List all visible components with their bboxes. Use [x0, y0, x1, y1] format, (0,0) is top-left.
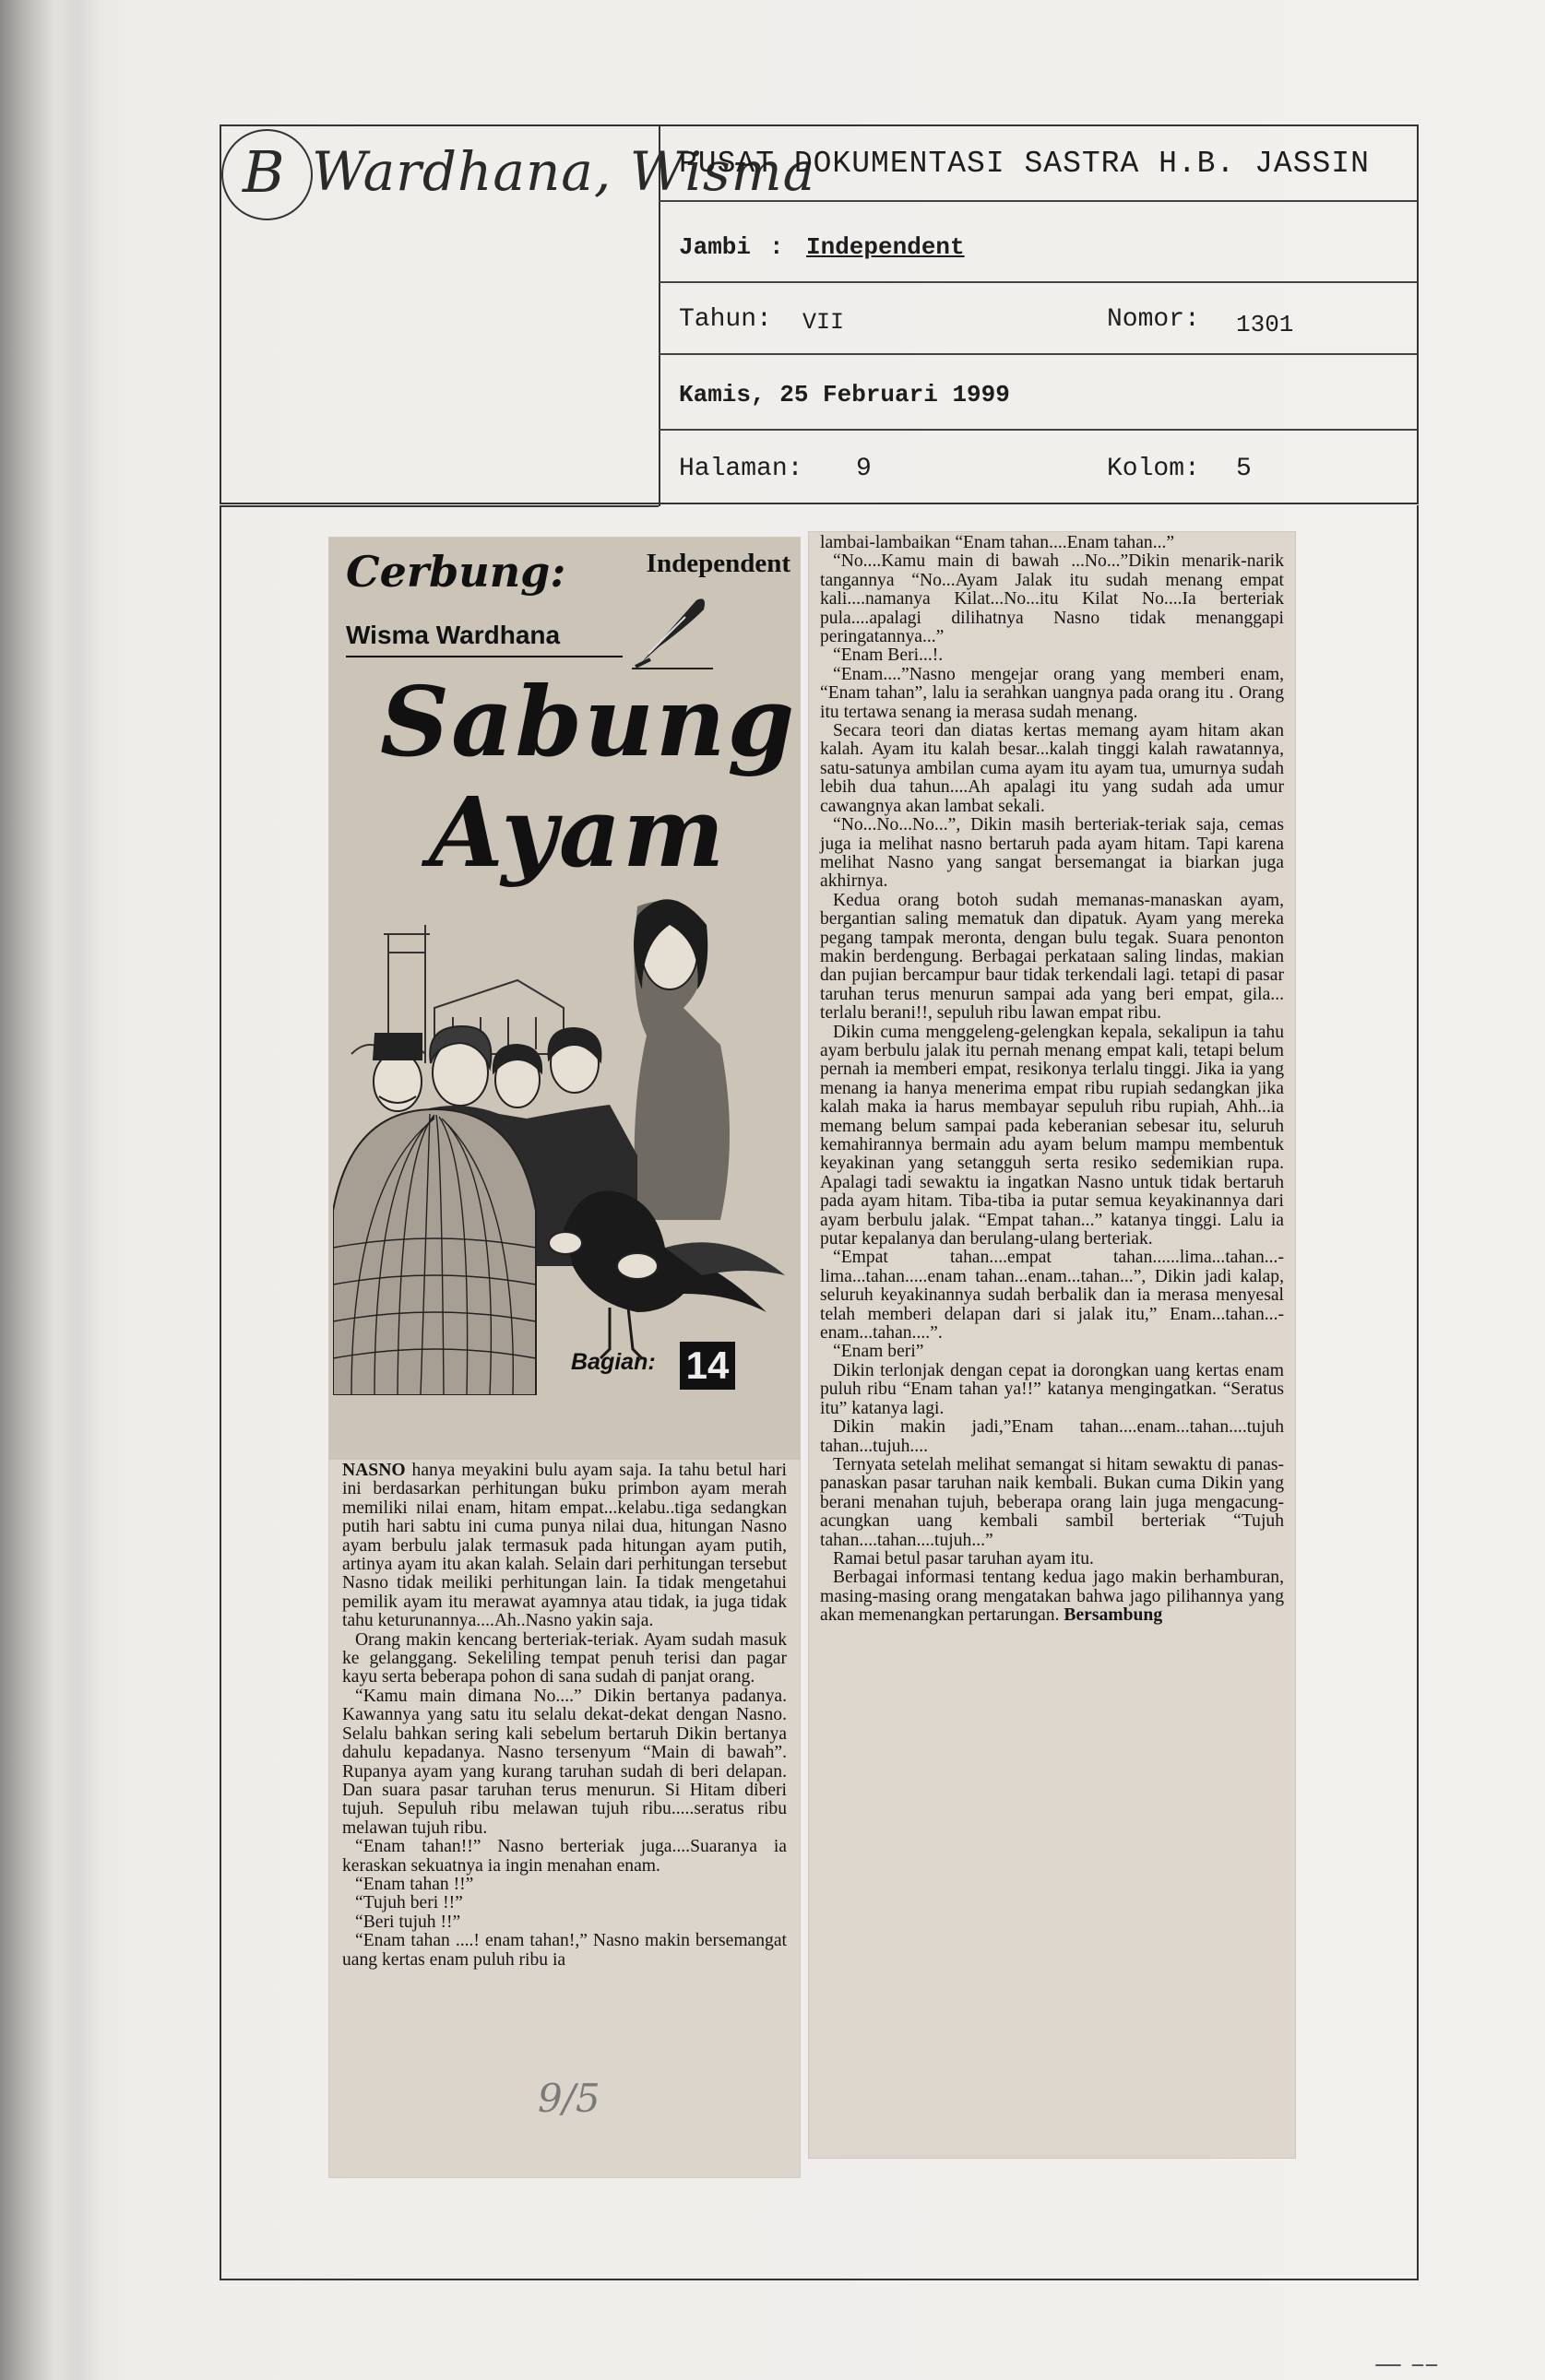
story-title-line2: Ayam	[429, 776, 727, 889]
paragraph: “Enam tahan!!” Nasno berteriak juga....Suaranya ia keraskan sekuatnya ia ingin menahan enam.	[342, 1837, 787, 1876]
archive-header-box	[220, 124, 1419, 504]
author-name: Wisma Wardhana	[346, 621, 561, 649]
paragraph: “Enam beri”	[833, 1342, 924, 1362]
paragraph-text: hanya meyakini bulu ayam saja. Ia tahu betul hari ini berdasarkan perhitungan buku primbon ayam merah memiliki nilai enam, hitam empat...kelabu..tiga sedangkan putih hari sabtu ini cuma punya nilai dua, hitungan Nasno ayam berbulu jalak termasuk pada hitungan ayam putih, artinya ayam itu akan kalah. Selain dari perhitungan tersebut Nasno tidak meiliki perhitungan lain. Ia tidak mengetahui pemilik ayam itu merawat ayamnya atau tidak, ia juga tidak tahu keturunannya....Ah..Nasno yakin saja.	[342, 1461, 787, 1631]
circled-letter: B	[243, 138, 285, 206]
nomor-label: Nomor:	[1107, 305, 1200, 334]
tahun-value: VII	[802, 309, 845, 336]
left-column-text	[342, 1462, 787, 1970]
paragraph: lambai-lambaikan “Enam tahan....Enam tahan...”	[820, 533, 1175, 552]
paragraph: “Enam tahan ....! enam tahan!,” Nasno makin bersemangat uang kertas enam puluh ribu ia	[342, 1931, 787, 1970]
paragraph: “No....Kamu main di bawah ...No...”Dikin menarik-narik tangannya “No...Ayam Jalak itu sudah menang empat kali....namanya Kilat...No...itu Kilat No....Ia berteriak pula....apalagi dilihatnya Nasno tidak menanggapi peringatannya...”	[820, 551, 1284, 647]
pencil-note: 9/5	[538, 2076, 600, 2121]
paragraph: Dikin terlonjak dengan cepat ia dorongkan uang kertas enam puluh ribu “Enam tahan ya!!” katanya mengingatkan. “Seratus itu” katanya lagi.	[820, 1360, 1284, 1418]
part-number-badge: 14	[680, 1342, 735, 1390]
institution-name: PUSAT DOKUMENTASI SASTRA H.B. JASSIN	[679, 147, 1370, 181]
author-underline	[346, 656, 623, 657]
halaman-kolom-row	[659, 429, 1417, 504]
to-be-continued: Bersambung	[1064, 1605, 1163, 1626]
paragraph: “No...No...No...”, Dikin masih berteriak-teriak saja, cemas juga ia melihat nasno bertaruh pada ayam hitam. Tapi karena melihat Nasno yang sangat bersemangat ia biarkan juga akhirnya.	[820, 815, 1284, 892]
publication-name: Independent	[806, 233, 965, 261]
paragraph: Ramai betul pasar taruhan ayam itu.	[833, 1548, 1094, 1569]
paragraph: “Tujuh beri !!”	[355, 1893, 463, 1913]
paragraph: “Empat tahan....empat tahan......lima...tahan...-lima...tahan.....enam tahan...enam...tahan...”, Dikin jadi kalap, seluruh keyakinannya sudah berbalik dan ia merasa menyesal telah memberi delapan dari si jalak itu,” Enam...tahan...-enam...tahan....”.	[820, 1248, 1284, 1344]
part-label: Bagian:	[571, 1349, 656, 1375]
paragraph: Dikin makin jadi,”Enam tahan....enam...tahan....tujuh tahan...tujuh....	[820, 1417, 1284, 1456]
paragraph: Orang makin kencang berteriak-teriak. Ayam sudah masuk ke gelanggang. Sekeliling tempat penuh terisi dan pagar kayu serta beberapa pohon di sana sudah di panjat orang.	[342, 1629, 787, 1687]
clipping-right-column	[809, 532, 1295, 2158]
frame-top-line	[221, 505, 659, 507]
publication-row	[659, 200, 1417, 283]
story-masthead	[329, 538, 800, 1460]
paragraph: “Beri tujuh !!”	[355, 1912, 461, 1932]
newspaper-logo: Independent	[646, 549, 790, 578]
kolom-value: 5	[1236, 455, 1252, 483]
paragraph: Dikin cuma menggeleng-gelengkan kepala, sekalipun ia tahu ayam berbulu jalak itu pernah menang empat kali, tetapi belum pernah ia memberi empat, resikonya terlalu tinggi. Jika ia yang menang ia hanya menerima empat ribu rupiah sedangkan jika kalah maka ia harus membayar sepuluh ribu rupiah, Ahh...ia memang belum sampai pada keberanian sebesar itu, seluruh kemahirannya bermain adu ayam belum mampu membentuk keyakinan yang setangguh serta resiko sedemikian rupa. Apalagi tadi sewaktu ia ingatkan Nasno untuk tidak bertaruh pada ayam hitam. Tiba-tiba ia putar semua keyakinannya dari ayam berbulu jalak. “Empat tahan...” katanya tinggi. Lalu ia putar kepalanya dan berulang-ulang berteriak.	[820, 1022, 1284, 1249]
tahun-nomor-row	[659, 281, 1417, 355]
clipping-left-column	[329, 538, 800, 2177]
cockfight-illustration	[333, 879, 796, 1395]
paragraph: Ternyata setelah melihat semangat si hitam sewaktu di panas-panaskan pasar taruhan naik kembali. Bukan cuma Dikin yang berani menahan tujuh, beberapa orang lain juga mengacung-acungkan uang kembali sambil berteriak “Tujuh tahan....tahan....tujuh...”	[820, 1454, 1284, 1550]
kolom-label: Kolom:	[1107, 455, 1200, 483]
right-column-text	[820, 534, 1284, 1626]
city-separator: :	[769, 233, 784, 261]
story-title-line1: Sabung	[380, 665, 797, 778]
paragraph: “Kamu main dimana No....” Dikin bertanya padanya. Kawannya yang satu itu selalu dekat-dekat dengan Nasno. Selalu bahkan sering kali sebelum bertaruh Dikin bertanya dahulu kepadanya. Nasno tersenyum “Main di bawah”. Rupanya ayam yang kurang taruhan sudah di beri delapan. Dan suara pasar taruhan terus menurun. Si Hitam diberi tujuh. Sepuluh ribu melawan tujuh ribu.....seratus ribu melawan tujuh ribu.	[342, 1686, 787, 1838]
institution-row	[659, 126, 1417, 202]
date-row	[659, 353, 1417, 431]
quill-icon	[632, 589, 715, 672]
handwritten-author-name: Wardhana, Wisma	[312, 140, 816, 203]
nomor-value: 1301	[1236, 311, 1294, 338]
halaman-label: Halaman:	[679, 455, 803, 483]
paragraph: “Enam Beri...!.	[833, 645, 944, 666]
paragraph: Kedua orang botoh sudah memanas-manaskan ayam, bergantian saling mematuk dan dipatuk. Ayam yang mereka pegang tampak meronta, dengan bulu tegak. Suara penonton makin berdengung. Berbagai perkataan saling lindas, makian dan pujian bercampur baur tidak terkendali lagi. tetapi di pasar taruhan terus menurun sampai ada yang beri empat, gila... terlalu berani!!, sepuluh ribu lawan empat ribu.	[820, 890, 1284, 1024]
tahun-label: Tahun:	[679, 305, 772, 334]
paragraph-text: Berbagai informasi tentang kedua jago makin berhamburan, masing-masing orang mengatakan bahwa jago pilihannya yang akan memenangkan pertarungan.	[820, 1568, 1284, 1626]
paragraph: “Enam....”Nasno mengejar orang yang memberi enam, “Enam tahan”, lalu ia serahkan uangnya pada orang itu . Orang itu tertawa senang ia merasa sudah menang.	[820, 664, 1284, 722]
corner-scribble: — ––	[1374, 2348, 1439, 2380]
page-spine-shadow	[55, 0, 100, 2380]
paragraph: Secara teori dan diatas kertas memang ayam hitam akan kalah. Ayam itu kalah besar...kalah tinggi kalah rawatannya, satu-satunya ambilan cuma ayam itu ayam tua, umurnya sudah lebih dua tahun....Ah apalagi itu yang sudah ada umur cawangnya akan lambat sekali.	[820, 721, 1284, 816]
series-label: Cerbung:	[346, 547, 566, 597]
paragraph: “Enam tahan !!”	[355, 1874, 474, 1894]
city-label: Jambi	[679, 233, 752, 261]
paragraph	[820, 1569, 1284, 1625]
dropcap-word: NASNO	[342, 1461, 406, 1480]
paragraph	[342, 1462, 787, 1631]
halaman-value: 9	[856, 455, 872, 483]
issue-date: Kamis, 25 Februari 1999	[679, 381, 1010, 409]
